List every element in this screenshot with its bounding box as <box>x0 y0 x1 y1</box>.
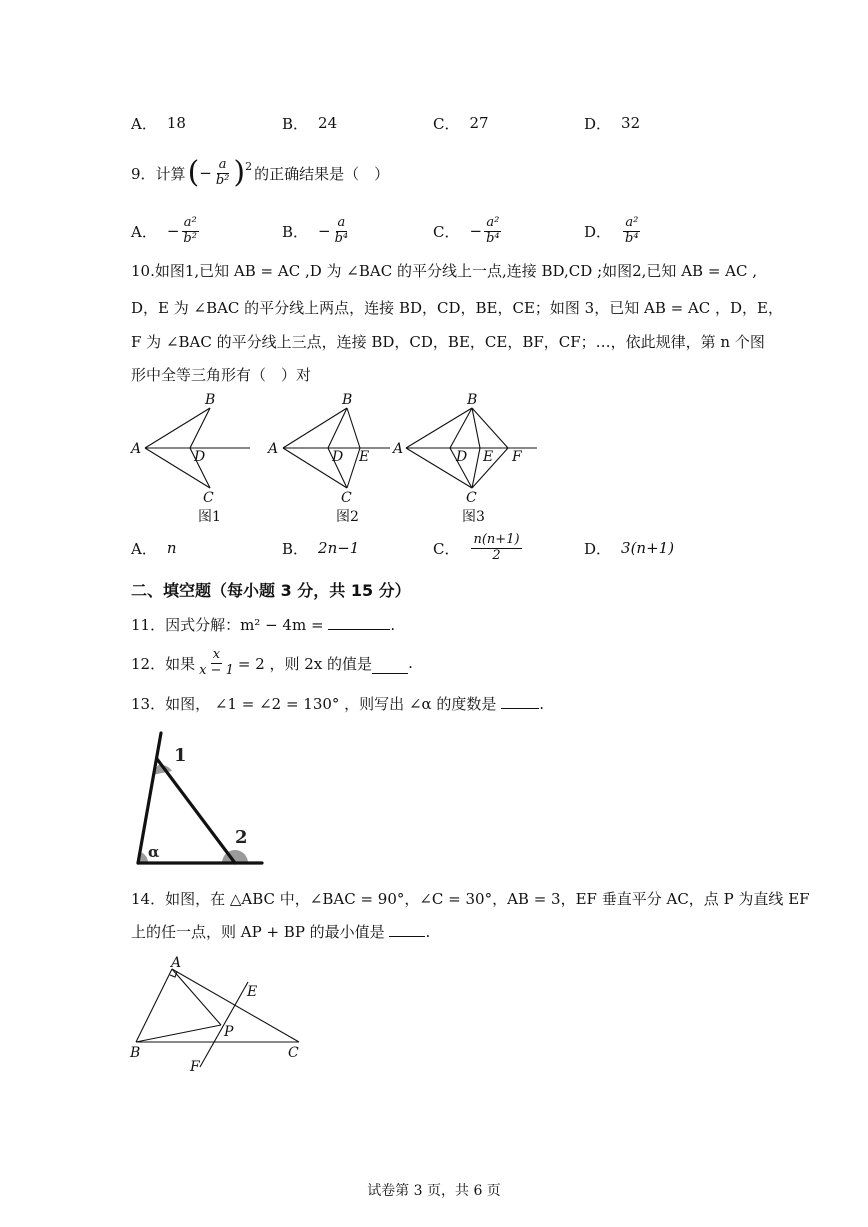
fig2-label-d: D <box>332 449 344 465</box>
q10-option-c[interactable]: C． $\frac{n(n+1)}{2}$ <box>433 532 520 563</box>
q11: 11．因式分解：m² − 4m = . <box>131 616 396 634</box>
q9-option-d[interactable]: D． $\frac{\text{a²}}{\text{b⁴}}$ <box>584 215 639 246</box>
q10-options <box>131 528 751 568</box>
q8-option-a[interactable]: A． 18 <box>131 114 186 133</box>
q9-option-b[interactable]: B． − $\frac{a}{\text{b⁴}}$ <box>282 215 349 246</box>
fig1-caption: 图1 <box>198 509 221 525</box>
q10-line-1: 10.如图1,已知 AB = AC ,D 为 ∠BAC 的平分线上一点,连接 BD,CD ;如图2,已知 AB = AC , <box>131 262 758 280</box>
q12-answer-blank[interactable] <box>372 659 408 674</box>
q14-label-c: C <box>288 1045 299 1061</box>
fig2-label-c: C <box>341 490 352 506</box>
fig3-label-c: C <box>466 490 477 506</box>
q8-options <box>131 103 751 143</box>
q9-stem: 9． 计算 ( − $\frac{a}{\text{b²}}$ ) $^2$ 的正确结果是（ ） <box>131 155 390 190</box>
fig1-label-b: B <box>205 392 216 408</box>
q14-label-f: F <box>190 1059 200 1075</box>
fig1-label-d: D <box>194 449 206 465</box>
q10-line-2: D，E 为 ∠BAC 的平分线上两点，连接 BD，CD，BE，CE；如图 3，已知 AB = AC ，D，E， <box>131 299 783 317</box>
q10-line-3: F 为 ∠BAC 的平分线上三点，连接 BD，CD，BE，CE，BF，CF；…，依此规律，第 n 个图 <box>131 333 765 351</box>
q13: 13．如图， ∠1 = ∠2 = 130° ，则写出 ∠α 的度数是 . <box>131 695 544 713</box>
q8-option-d[interactable]: D． 32 <box>584 114 641 133</box>
fig2-caption: 图2 <box>336 509 359 525</box>
q9-option-c[interactable]: C． − $\frac{\text{a²}}{\text{b⁴}}$ <box>433 215 500 246</box>
q14-label-p: P <box>224 1024 234 1040</box>
q9-option-a[interactable]: A． − $\frac{\text{a²}}{\text{b²}}$ <box>131 215 197 246</box>
q10-option-b[interactable]: B． 2n−1 <box>282 539 360 558</box>
q14-label-e: E <box>247 984 258 1000</box>
q14-label-a: A <box>171 955 182 971</box>
fig2-label-b: B <box>342 392 353 408</box>
fig3-label-e: E <box>483 449 494 465</box>
q13-angle-1-label: 1 <box>174 745 187 766</box>
fig3-caption: 图3 <box>462 509 485 525</box>
q12: 12．如果 $\frac{x}{x - 1}$ = 2 ，则 2x 的值是 . <box>131 647 413 678</box>
fig1-label-c: C <box>203 490 214 506</box>
page-footer: 试卷第 3 页，共 6 页 <box>367 1183 501 1199</box>
q9-expression: ( − $\frac{a}{\text{b²}}$ ) $^2$ <box>187 155 253 190</box>
q14-label-b: B <box>130 1045 141 1061</box>
q14-answer-blank[interactable] <box>389 922 425 937</box>
q14-line-2: 上的任一点，则 AP + BP 的最小值是 . <box>131 923 431 941</box>
q13-figure <box>130 725 290 875</box>
fig1-label-a: A <box>131 441 142 457</box>
section-2-heading: 二、填空题（每小题 3 分，共 15 分） <box>131 581 411 600</box>
fig2-label-e: E <box>359 449 370 465</box>
fig3-label-d: D <box>456 449 468 465</box>
q8-option-b[interactable]: B． 24 <box>282 114 338 133</box>
q14-line-1: 14．如图，在 △ABC 中，∠BAC = 90°，∠C = 30°，AB = 3，EF 垂直平分 AC，点 P 为直线 EF <box>131 890 810 908</box>
q8-option-c[interactable]: C． 27 <box>433 114 489 133</box>
q10-line-4: 形中全等三角形有（ ）对 <box>131 366 312 384</box>
fig2-label-a: A <box>268 441 279 457</box>
q10-option-d[interactable]: D． 3(n+1) <box>584 539 675 558</box>
q11-answer-blank[interactable] <box>328 615 390 630</box>
fig3-label-b: B <box>467 392 478 408</box>
q13-angle-alpha-label: α <box>148 843 160 861</box>
q10-option-a[interactable]: A． n <box>131 539 177 558</box>
q13-angle-2-label: 2 <box>235 827 248 848</box>
fig3-label-f: F <box>512 449 522 465</box>
q10-figures <box>0 390 868 530</box>
q13-answer-blank[interactable] <box>501 694 539 709</box>
q9-options <box>131 211 751 251</box>
q14-figure <box>125 955 325 1080</box>
fig3-label-a: A <box>393 441 404 457</box>
